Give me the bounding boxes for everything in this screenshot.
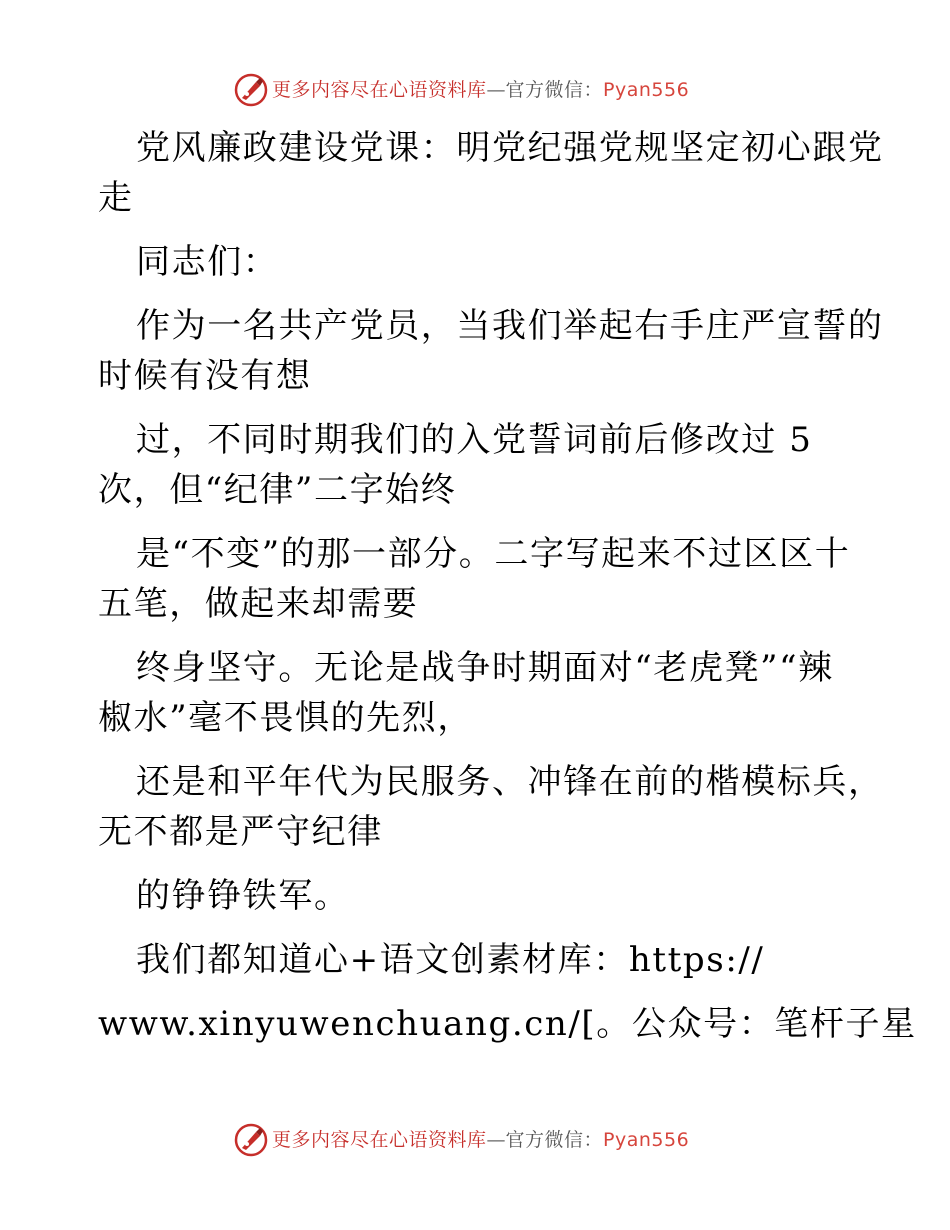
paragraph-line: 椒水”毫不畏惧的先烈， [98, 698, 473, 738]
paragraph-line: 的铮铮铁军。 [136, 876, 350, 916]
banner-slogan: 更多内容尽在心语资料库 [272, 1129, 487, 1151]
paragraph-line: 还是和平年代为民服务、冲锋在前的楷模标兵， [136, 762, 884, 802]
document-title-continued: 走 [98, 178, 134, 218]
banner-wechat-id: Pyan556 [603, 79, 690, 101]
banner-slogan: 更多内容尽在心语资料库 [272, 79, 487, 101]
paragraph-line: 我们都知道心+语文创素材库：https:// [136, 940, 765, 980]
pen-nib-logo-icon [233, 1122, 269, 1158]
pen-nib-logo-icon [233, 72, 269, 108]
banner-separator: — [486, 79, 506, 101]
paragraph-line: www.xinyuwenchuang.cn/[。公众号：笔杆子星 [98, 1004, 917, 1044]
paragraph-line: 时候有没有想 [98, 356, 312, 396]
paragraph-line: 次，但“纪律”二字始终 [98, 470, 457, 510]
footer-banner [0, 1120, 950, 1160]
banner-text [272, 1128, 689, 1152]
paragraph-line: 作为一名共产党员，当我们举起右手庄严宣誓的 [136, 306, 884, 346]
paragraph-line: 是“不变”的那一部分。二字写起来不过区区十 [136, 534, 851, 574]
paragraph-line: 无不都是严守纪律 [98, 812, 383, 852]
banner-text [272, 78, 689, 102]
header-banner [0, 70, 950, 110]
banner-wechat-label: 官方微信： [505, 1129, 604, 1151]
banner-wechat-id: Pyan556 [603, 1129, 690, 1151]
banner-wechat-label: 官方微信： [505, 79, 604, 101]
document-body [98, 126, 917, 1046]
salutation: 同志们： [136, 242, 279, 282]
paragraph-line: 终身坚守。无论是战争时期面对“老虎凳”“辣 [136, 648, 834, 688]
banner-separator: — [486, 1129, 506, 1151]
paragraph-line: 过，不同时期我们的入党誓词前后修改过 5 [136, 420, 813, 460]
document-title: 党风廉政建设党课：明党纪强党规坚定初心跟党 [136, 128, 884, 168]
paragraph-line: 五笔，做起来却需要 [98, 584, 419, 624]
